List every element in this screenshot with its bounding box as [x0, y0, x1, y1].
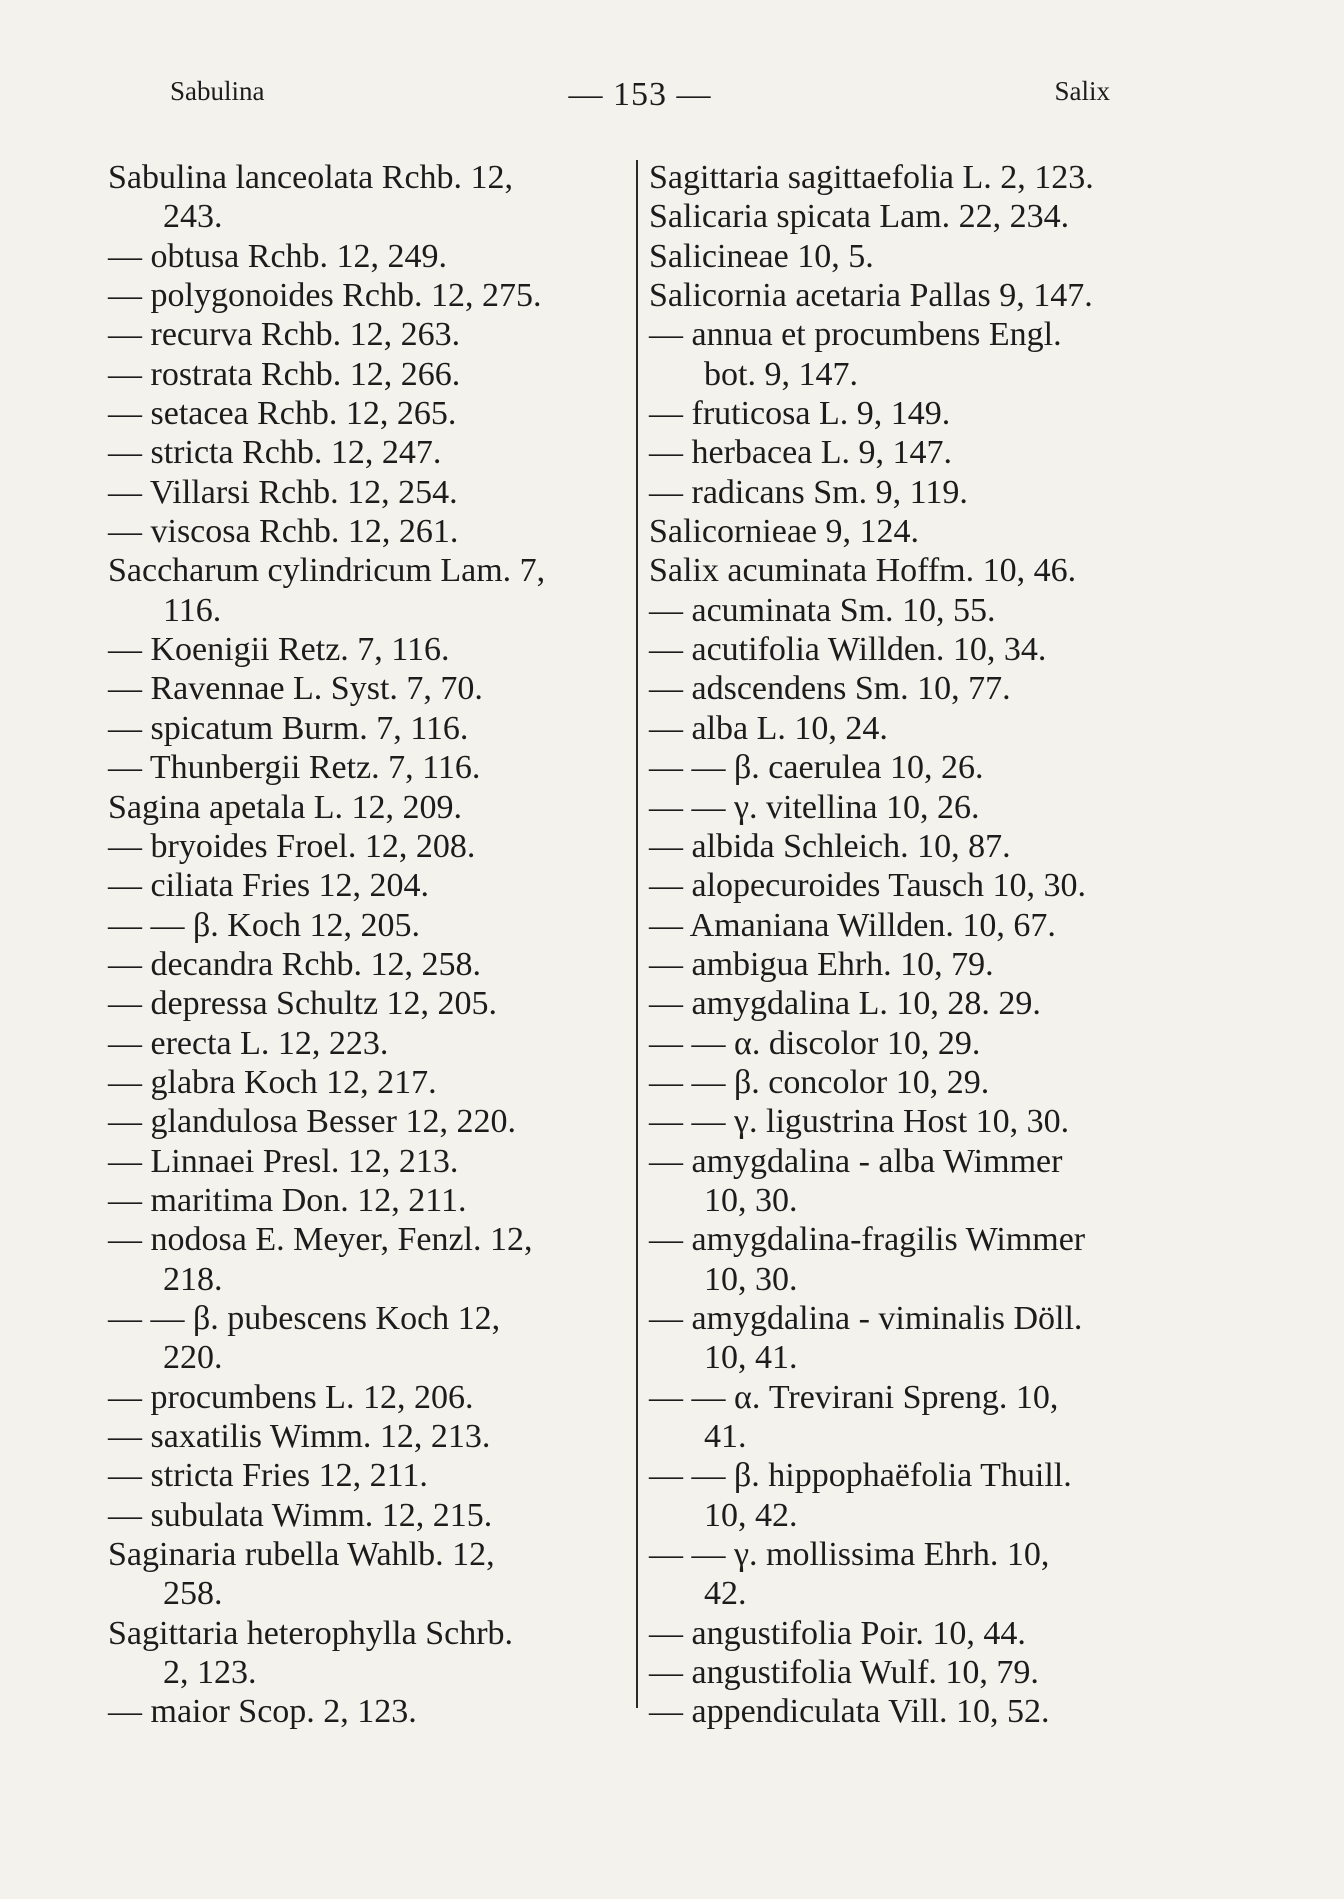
index-entry: — ciliata Fries 12, 204.	[108, 867, 430, 905]
index-entry: — depressa Schultz 12, 205.	[108, 985, 498, 1023]
index-entry: — — γ. mollissima Ehrh. 10,	[649, 1536, 1050, 1574]
index-entry: — Amaniana Willden. 10, 67.	[649, 906, 1056, 944]
page-number: — 153 —	[568, 76, 712, 113]
index-entry: — viscosa Rchb. 12, 261.	[108, 513, 459, 551]
left-index-column	[108, 158, 628, 1732]
index-entry: Salix acuminata Hoffm. 10, 46.	[649, 552, 1077, 590]
running-head-left: Sabulina	[170, 76, 265, 106]
index-entry-continuation: 10, 41.	[704, 1339, 798, 1377]
index-entry: — Thunbergii Retz. 7, 116.	[108, 749, 481, 787]
index-entry: — — β. pubescens Koch 12,	[108, 1299, 501, 1337]
index-entry: — Koenigii Retz. 7, 116.	[108, 631, 450, 669]
index-entry: — annua et procumbens Engl.	[649, 316, 1062, 354]
index-entry: — amygdalina L. 10, 28. 29.	[649, 985, 1041, 1023]
index-entry: — setacea Rchb. 12, 265.	[108, 395, 457, 433]
index-entry: — acuminata Sm. 10, 55.	[649, 591, 996, 629]
right-index-column	[649, 158, 1169, 1732]
index-entry: — stricta Fries 12, 211.	[108, 1457, 428, 1495]
running-head-right: Salix	[1054, 76, 1110, 106]
index-entry: — procumbens L. 12, 206.	[108, 1378, 474, 1416]
index-entry: — Ravennae L. Syst. 7, 70.	[108, 670, 483, 708]
index-entry: Salicornieae 9, 124.	[649, 513, 920, 551]
index-entry: Sabulina lanceolata Rchb. 12,	[108, 159, 514, 196]
index-entry: — alba L. 10, 24.	[649, 709, 888, 747]
index-entry: — amygdalina-fragilis Wimmer	[649, 1221, 1086, 1259]
index-entry-continuation: 42.	[704, 1575, 747, 1613]
index-entry-continuation: 2, 123.	[163, 1654, 257, 1692]
index-entry: — — γ. vitellina 10, 26.	[649, 788, 980, 826]
index-entry: — bryoides Froel. 12, 208.	[108, 827, 476, 865]
running-head	[170, 76, 1110, 116]
index-entry: — angustifolia Poir. 10, 44.	[649, 1614, 1026, 1652]
index-entry-continuation: 10, 42.	[704, 1496, 798, 1534]
index-entry: Salicaria spicata Lam. 22, 234.	[649, 198, 1070, 236]
index-entry: Sagittaria sagittaefolia L. 2, 123.	[649, 159, 1094, 196]
index-entry: Saccharum cylindricum Lam. 7,	[108, 552, 546, 590]
index-entry: — — α. Trevirani Spreng. 10,	[649, 1378, 1059, 1416]
index-entry: — subulata Wimm. 12, 215.	[108, 1496, 493, 1534]
index-entry: — amygdalina - viminalis Döll.	[649, 1299, 1083, 1337]
index-entry: — radicans Sm. 9, 119.	[649, 473, 968, 511]
index-entry: — stricta Rchb. 12, 247.	[108, 434, 442, 472]
index-entry: — angustifolia Wulf. 10, 79.	[649, 1654, 1039, 1692]
index-entry: — herbacea L. 9, 147.	[649, 434, 953, 472]
index-entry: — erecta L. 12, 223.	[108, 1024, 389, 1062]
index-entry-continuation: 220.	[163, 1339, 223, 1377]
index-entry: — fruticosa L. 9, 149.	[649, 395, 951, 433]
index-entry: — adscendens Sm. 10, 77.	[649, 670, 1011, 708]
index-entry: — albida Schleich. 10, 87.	[649, 827, 1011, 865]
index-entry: — maior Scop. 2, 123.	[108, 1693, 417, 1731]
index-entry: — — β. Koch 12, 205.	[108, 906, 420, 944]
index-entry-continuation: 41.	[704, 1418, 747, 1455]
index-entry: — glandulosa Besser 12, 220.	[108, 1103, 516, 1141]
index-entry-continuation: 10, 30.	[704, 1181, 798, 1219]
index-entry: Salicornia acetaria Pallas 9, 147.	[649, 277, 1093, 315]
index-entry: — amygdalina - alba Wimmer	[649, 1142, 1063, 1180]
index-entry: — acutifolia Willden. 10, 34.	[649, 631, 1047, 669]
index-entry-continuation: 116.	[163, 591, 222, 629]
index-entry: — saxatilis Wimm. 12, 213.	[108, 1418, 491, 1455]
index-entry: — — α. discolor 10, 29.	[649, 1024, 981, 1062]
index-entry: — decandra Rchb. 12, 258.	[108, 945, 481, 983]
index-entry: — maritima Don. 12, 211.	[108, 1181, 467, 1219]
index-entry: — — β. concolor 10, 29.	[649, 1063, 990, 1101]
index-entry: — — β. hippophaëfolia Thuill.	[649, 1457, 1072, 1495]
index-entry-continuation: 243.	[163, 198, 223, 236]
index-entry-continuation: bot. 9, 147.	[704, 355, 858, 393]
index-entry: — — β. caerulea 10, 26.	[649, 749, 984, 787]
index-entry: — Villarsi Rchb. 12, 254.	[108, 473, 458, 511]
index-entry: — rostrata Rchb. 12, 266.	[108, 355, 461, 393]
index-entry: Salicineae 10, 5.	[649, 237, 874, 275]
index-entry: — alopecuroides Tausch 10, 30.	[649, 867, 1087, 905]
index-entry: — — γ. ligustrina Host 10, 30.	[649, 1103, 1070, 1141]
index-entry: — Linnaei Presl. 12, 213.	[108, 1142, 459, 1180]
index-entry: — polygonoides Rchb. 12, 275.	[108, 277, 542, 315]
index-entry: Sagittaria heterophylla Schrb.	[108, 1614, 514, 1652]
column-divider	[636, 160, 638, 1708]
index-entry: — appendiculata Vill. 10, 52.	[649, 1693, 1050, 1731]
index-entry: — nodosa E. Meyer, Fenzl. 12,	[108, 1221, 533, 1259]
index-entry: — glabra Koch 12, 217.	[108, 1063, 437, 1101]
index-entry: — obtusa Rchb. 12, 249.	[108, 237, 448, 275]
index-entry: Saginaria rubella Wahlb. 12,	[108, 1536, 495, 1574]
index-entry-continuation: 10, 30.	[704, 1260, 798, 1298]
index-entry: — spicatum Burm. 7, 116.	[108, 709, 469, 747]
index-entry-continuation: 218.	[163, 1260, 223, 1298]
index-entry-continuation: 258.	[163, 1575, 223, 1613]
index-entry: — ambigua Ehrh. 10, 79.	[649, 945, 994, 983]
index-entry: — recurva Rchb. 12, 263.	[108, 316, 461, 354]
index-entry: Sagina apetala L. 12, 209.	[108, 788, 463, 826]
